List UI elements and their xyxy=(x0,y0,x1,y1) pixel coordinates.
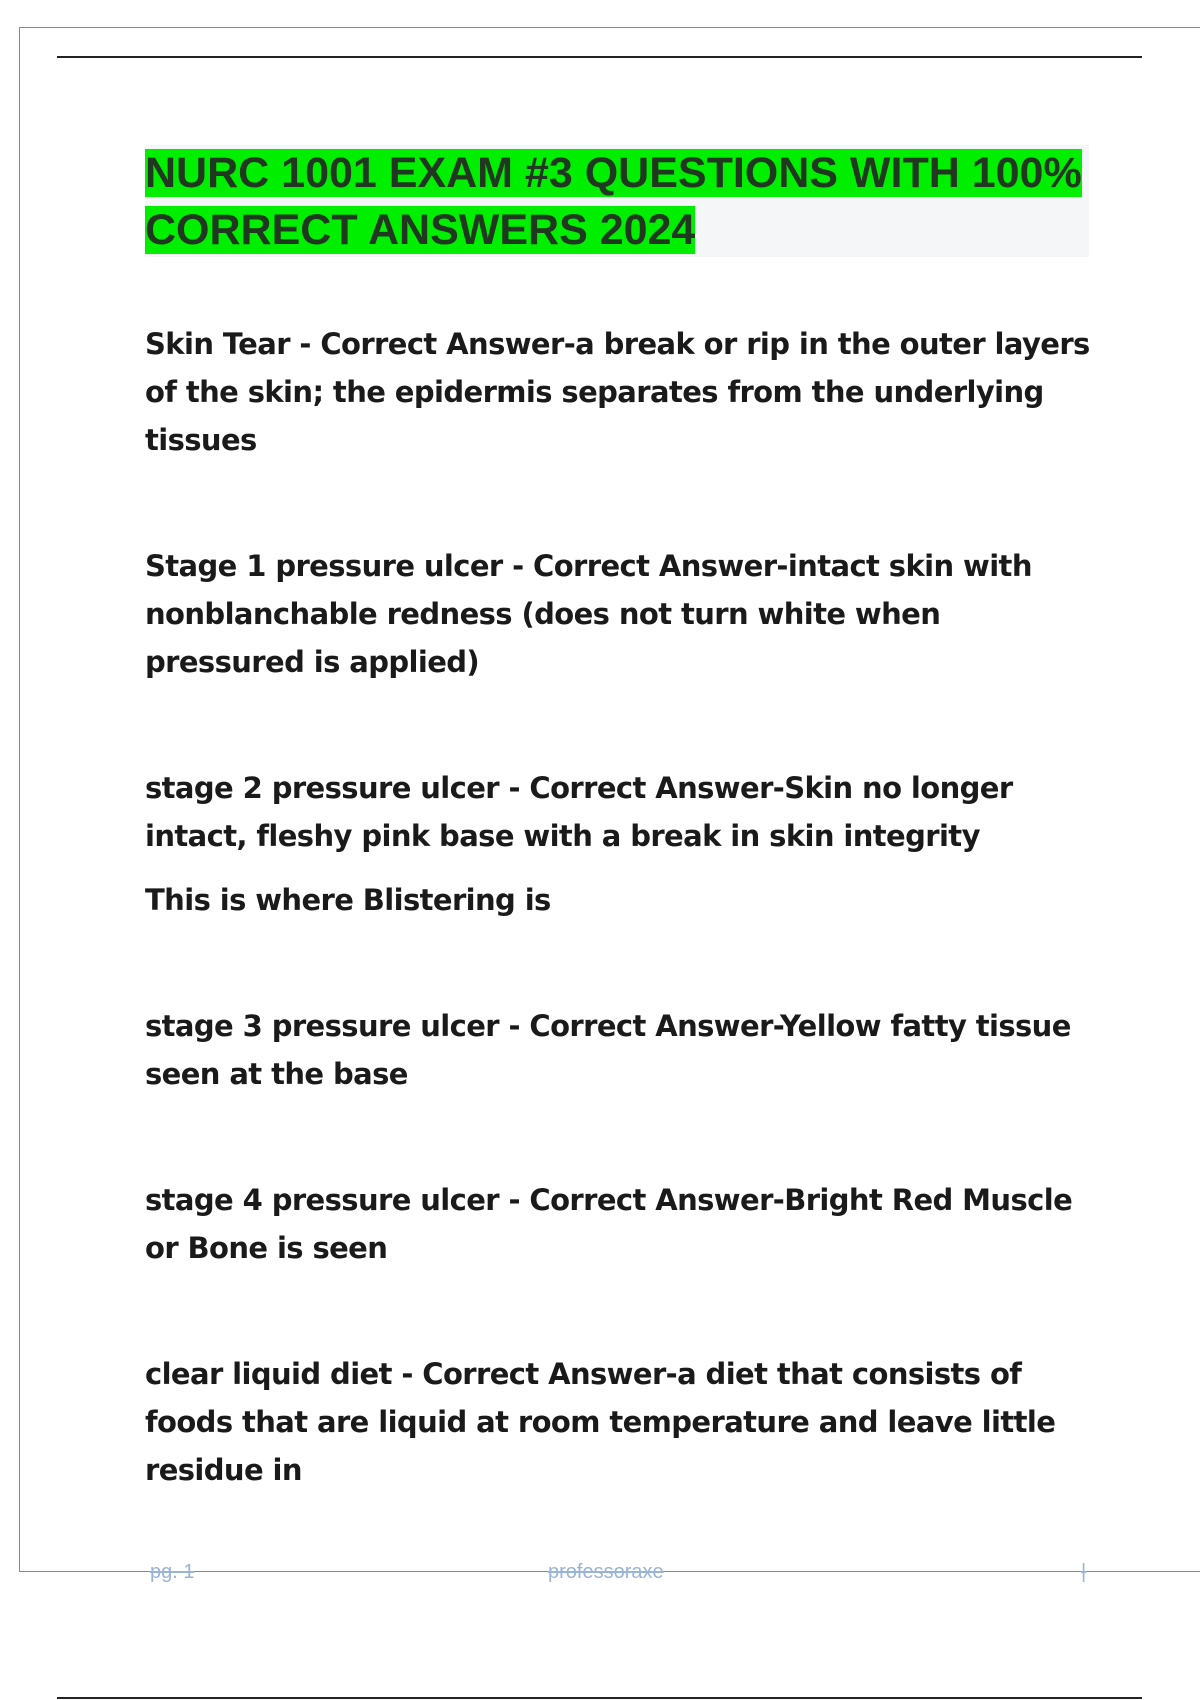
document-title xyxy=(145,145,1089,259)
entry-stage-3: stage 3 pressure ulcer - Correct Answer-Yellow fatty tissue seen at the base xyxy=(145,1009,1071,1091)
footer-page-number: pg. 1 xyxy=(150,1561,195,1583)
header-rule xyxy=(57,56,1142,58)
entry-skin-tear: Skin Tear - Correct Answer-a break or rip in the outer layers of the skin; the epidermis separates from the underlying tissues xyxy=(145,327,1090,457)
footer-author: professoraxe xyxy=(548,1561,664,1583)
next-page-header-rule xyxy=(57,1697,1142,1699)
entry-stage-1: Stage 1 pressure ulcer - Correct Answer-intact skin with nonblanchable redness (does not turn white when pressured is applied) xyxy=(145,549,1032,679)
footer-right-mark: | xyxy=(1081,1561,1087,1583)
entry-clear-liquid-diet: clear liquid diet - Correct Answer-a diet that consists of foods that are liquid at room temperature and leave little residue in xyxy=(145,1357,1056,1487)
entry-stage-2-note: This is where Blistering is xyxy=(145,883,551,917)
entry-stage-4: stage 4 pressure ulcer - Correct Answer-Bright Red Muscle or Bone is seen xyxy=(145,1183,1073,1265)
entry-stage-2: stage 2 pressure ulcer - Correct Answer-Skin no longer intact, fleshy pink base with a break in skin integrity xyxy=(145,771,1013,853)
title-highlight: NURC 1001 EXAM #3 QUESTIONS WITH 100% CORRECT ANSWERS 2024 xyxy=(145,149,1082,254)
document-body xyxy=(145,320,1095,1494)
